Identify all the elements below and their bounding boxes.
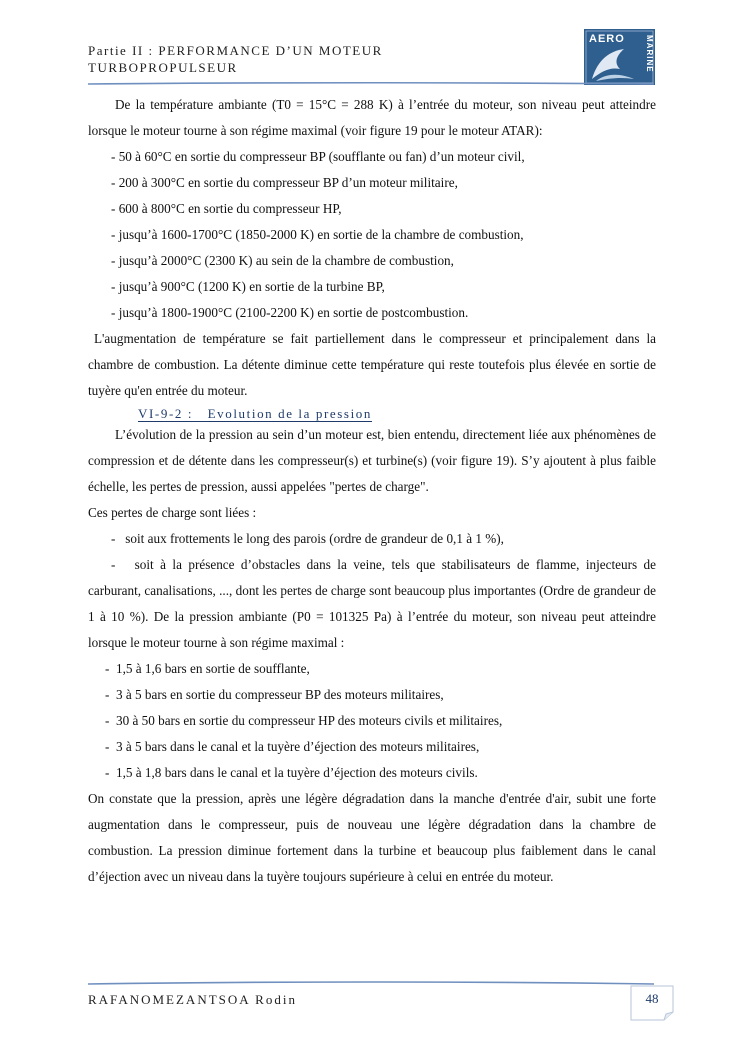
list-item: - jusqu’à 2000°C (2300 K) au sein de la chambre de combustion, [111, 253, 454, 268]
body-content [88, 92, 660, 890]
header-divider [88, 81, 654, 87]
list-item: - 50 à 60°C en sortie du compresseur BP (soufflante ou fan) d’un moteur civil, [111, 149, 525, 164]
list-item: - jusqu’à 1600-1700°C (1850-2000 K) en sortie de la chambre de combustion, [111, 227, 524, 242]
logo-text-side: MARINE [645, 35, 654, 73]
list-item: - 600 à 800°C en sortie du compresseur HP, [111, 201, 342, 216]
list-item: - 1,5 à 1,6 bars en sortie de soufflante, [105, 661, 310, 676]
list-item: - 3 à 5 bars dans le canal et la tuyère d’éjection des moteurs militaires, [105, 739, 480, 754]
page-header-title: Partie II : PERFORMANCE D’UN MOTEUR TURBOPROPULSEUR [88, 43, 383, 75]
section-heading [88, 404, 656, 422]
logo-text-top: AERO [589, 33, 625, 45]
list-item: - 3 à 5 bars en sortie du compresseur BP des moteurs militaires, [105, 687, 444, 702]
list-item: - 200 à 300°C en sortie du compresseur BP d’un moteur militaire, [111, 175, 458, 190]
list-item-text: - soit à la présence d’obstacles dans la veine, tels que stabilisateurs de flamme, injecteurs de carburant, canalisations, ..., dont les pertes de charge sont beaucoup plus importantes (Ordre de grandeur de 1 à 10 %). De la pression ambiante (P0 = 101325 Pa) à l’entrée du moteur, son niveau peut atteindre lorsque le moteur tourne à son régime maximal : [88, 557, 660, 650]
paragraph-pressure-summary: On constate que la pression, après une légère dégradation dans la manche d'entrée d'air, subit une forte augmentation dans le compresseur, puis de nouveau une légère dégradation dans la chambre de combustion. La pression diminue fortement dans la turbine et beaucoup plus faiblement dans le canal d’éjection avec un niveau dans la tuyère toujours supérieure à celui en entrée du moteur. [88, 791, 656, 884]
list-item: - 1,5 à 1,8 bars dans le canal et la tuyère d’éjection des moteurs civils. [105, 765, 478, 780]
list-item: - soit aux frottements le long des parois (ordre de grandeur de 0,1 à 1 %), [111, 531, 504, 546]
page-number: 48 [645, 991, 659, 1006]
list-item: - 30 à 50 bars en sortie du compresseur HP des moteurs civils et militaires, [105, 713, 503, 728]
paragraph-temperature-summary: L'augmentation de température se fait partiellement dans le compresseur et principalement dans la chambre de combustion. La détente diminue cette température qui reste toutefois plus élevée en sortie de tuyère qu'en entrée du moteur. [88, 331, 656, 398]
footer-author: RAFANOMEZANTSOA Rodin [88, 992, 297, 1007]
list-item: - jusqu’à 900°C (1200 K) en sortie de la turbine BP, [111, 279, 385, 294]
section-heading-text: VI-9-2 : Evolution de la pression [138, 406, 372, 421]
aero-marine-logo [584, 29, 655, 85]
list-item [88, 552, 660, 656]
paragraph-temperature-intro: De la température ambiante (T0 = 15°C = 288 K) à l’entrée du moteur, son niveau peut atteindre lorsque le moteur tourne à son régime maximal (voir figure 19 pour le moteur ATAR): [88, 97, 656, 138]
paragraph-losses-intro: Ces pertes de charge sont liées : [88, 505, 257, 520]
list-item: - jusqu’à 1800-1900°C (2100-2200 K) en sortie de postcombustion. [111, 305, 469, 320]
paragraph-pressure-intro: L’évolution de la pression au sein d’un moteur est, bien entendu, directement liée aux phénomènes de compression et de détente dans les compresseur(s) et turbine(s) (voir figure 19). S’y ajoutent à plus faible échelle, les pertes de pression, aussi appelées "pertes de charge". [88, 427, 656, 494]
footer-divider [88, 980, 654, 986]
